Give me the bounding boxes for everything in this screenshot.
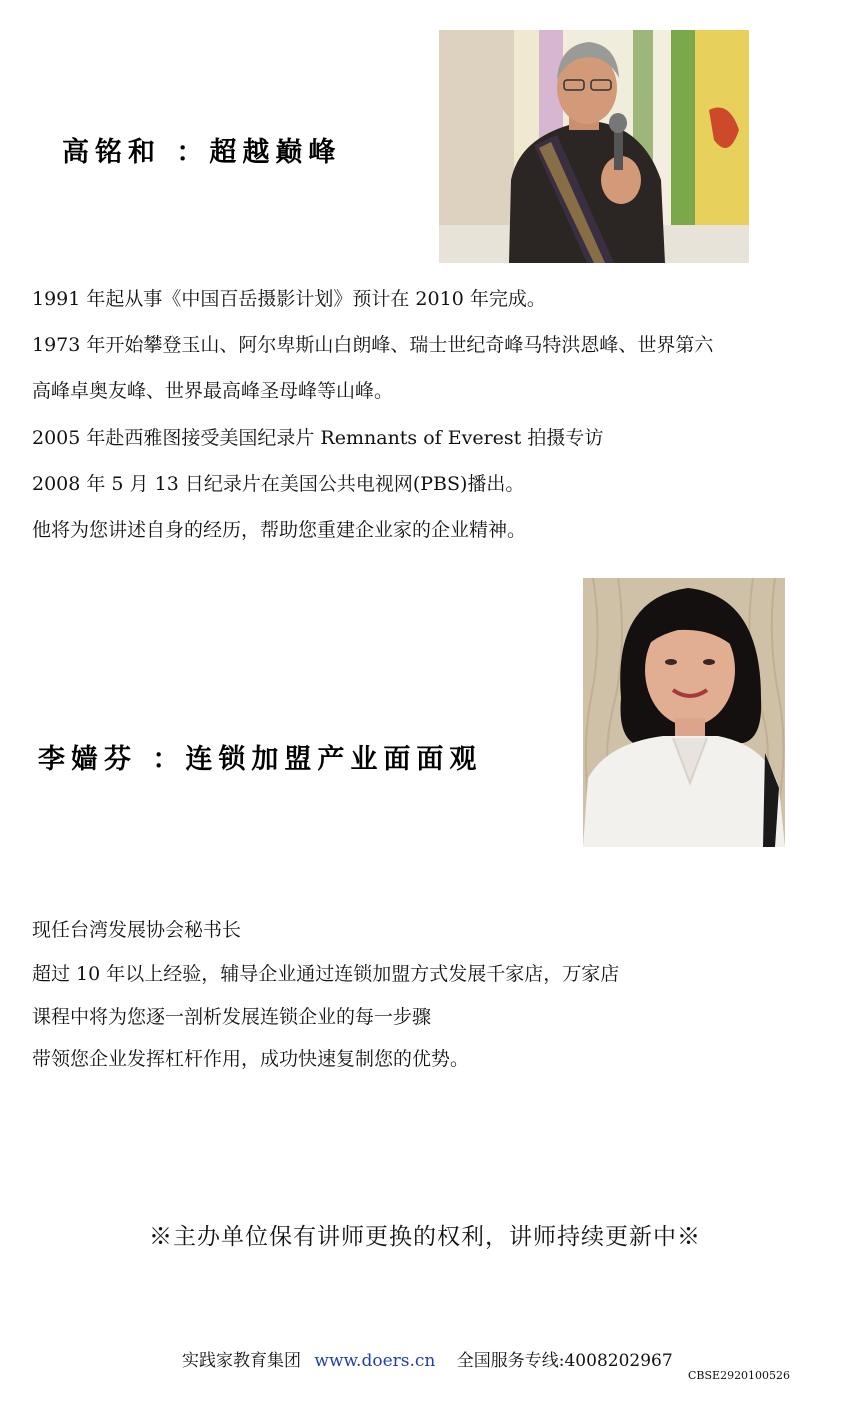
- footer-website-link[interactable]: www.doers.cn: [314, 1351, 436, 1371]
- footer-document-code: CBSE2920100526: [688, 1369, 791, 1382]
- footer-company: 实践家教育集团: [182, 1351, 301, 1371]
- footer-line: [182, 1346, 673, 1371]
- speaker2-bio-line-3: 课程中将为您逐一剖析发展连锁企业的每一步骤: [32, 1006, 432, 1028]
- speaker2-bio-line-2: 超过 10 年以上经验，辅导企业通过连锁加盟方式发展千家店，万家店: [32, 963, 620, 985]
- speaker1-photo: [439, 30, 749, 263]
- speaker1-bio-line-1: 1991 年起从事《中国百岳摄影计划》预计在 2010 年完成。: [32, 288, 546, 310]
- speaker1-bio-line-2: 1973 年开始攀登玉山、阿尔卑斯山白朗峰、瑞士世纪奇峰马特洪恩峰、世界第六: [32, 334, 714, 356]
- speaker2-bio-line-1: 现任台湾发展协会秘书长: [32, 919, 242, 941]
- notice-text: ※主办单位保有讲师更换的权利，讲师持续更新中※: [149, 1224, 701, 1250]
- speaker1-bio-line-5: 2008 年 5 月 13 日纪录片在美国公共电视网(PBS)播出。: [32, 473, 525, 495]
- speaker1-bio-line-3: 高峰卓奥友峰、世界最高峰圣母峰等山峰。: [32, 380, 394, 402]
- speaker1-bio-line-6: 他将为您讲述自身的经历，帮助您重建企业家的企业精神。: [32, 519, 527, 541]
- speaker2-photo: [583, 578, 785, 847]
- speaker1-heading: 高铭和 ：超越巅峰: [62, 137, 342, 168]
- speaker2-bio-line-4: 带领您企业发挥杠杆作用，成功快速复制您的优势。: [32, 1048, 470, 1070]
- footer-hotline: 全国服务专线:4008202967: [456, 1351, 673, 1371]
- speaker1-bio-line-4: 2005 年赴西雅图接受美国纪录片 Remnants of Everest 拍摄专访: [32, 427, 604, 449]
- speaker2-heading: 李嫱芬 ：连锁加盟产业面面观: [38, 744, 483, 775]
